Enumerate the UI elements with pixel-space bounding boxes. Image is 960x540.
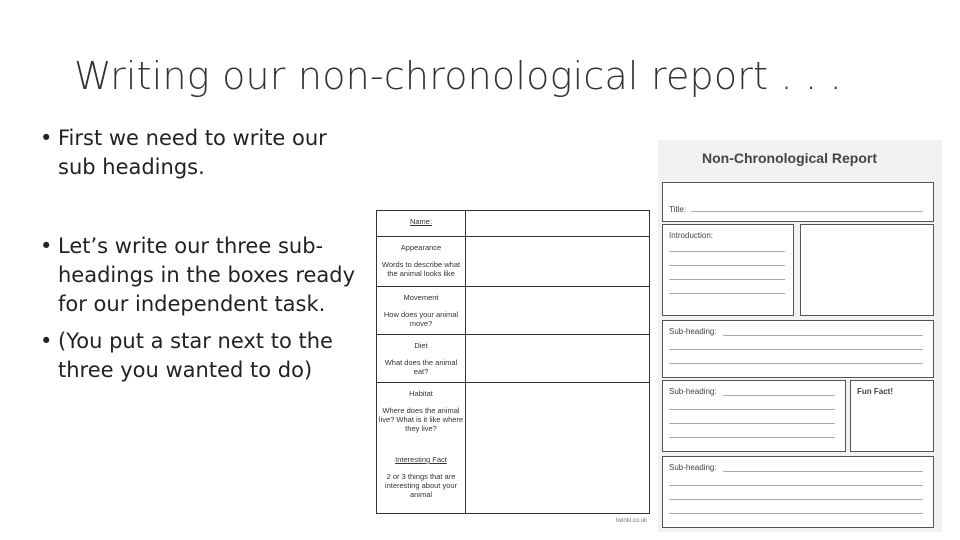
- bullet-icon: •: [40, 126, 53, 150]
- fun-fact-label: Fun Fact!: [857, 387, 893, 396]
- bullet-item: [38, 232, 368, 319]
- subheading-box: [662, 380, 846, 452]
- grid-row-prompt: Words to describe what the animal looks like: [381, 260, 461, 278]
- subheading-label: Sub-heading:: [669, 387, 717, 396]
- introduction-box: [662, 224, 794, 316]
- fun-fact-box: [850, 380, 934, 452]
- bullet-item: [38, 124, 368, 182]
- grid-row-title: Name:: [409, 217, 433, 226]
- grid-row-title: Appearance: [400, 243, 442, 252]
- grid-row: [377, 382, 649, 514]
- credit-text: twinkl.co.uk: [616, 518, 648, 524]
- bullet-text: (You put a star next to the three you wanted to do): [58, 329, 333, 382]
- slide-title: Writing our non-chronological report . . .: [74, 54, 842, 98]
- bullet-icon: •: [40, 234, 53, 258]
- image-box: [800, 224, 934, 316]
- grid-row-prompt: What does the animal eat?: [384, 358, 458, 376]
- bullet-item: [38, 327, 368, 385]
- grid-row: [377, 286, 649, 335]
- introduction-label: Introduction:: [669, 231, 714, 240]
- grid-row: [377, 211, 649, 236]
- grid-row-prompt: How does your animal move?: [383, 310, 459, 328]
- subheading-box: [662, 320, 934, 378]
- report-template: [658, 140, 942, 532]
- grid-row: [377, 334, 649, 383]
- bullet-list: [38, 124, 368, 385]
- bullet-text: Let’s write our three sub-headings in the boxes ready for our independent task.: [58, 234, 356, 316]
- planning-grid: [376, 210, 650, 514]
- title-label: Title:: [669, 205, 687, 214]
- grid-row-prompt: 2 or 3 things that are interesting about your animal: [384, 472, 458, 499]
- grid-row-title: Movement: [403, 293, 439, 302]
- grid-row-title: Interesting Fact: [395, 455, 447, 464]
- subheading-label: Sub-heading:: [669, 327, 717, 336]
- title-box: [662, 182, 934, 222]
- grid-row-title: Habitat: [409, 389, 433, 398]
- grid-row-title: Diet: [414, 341, 428, 350]
- subheading-box: [662, 456, 934, 528]
- subheading-label: Sub-heading:: [669, 463, 717, 472]
- bullet-icon: •: [40, 329, 53, 353]
- bullet-text: First we need to write our sub headings.: [58, 126, 327, 179]
- grid-row: [377, 236, 649, 287]
- template-heading: Non-Chronological Report: [702, 150, 877, 166]
- grid-row-prompt: Where does the animal live? What is it like where they live?: [378, 406, 464, 433]
